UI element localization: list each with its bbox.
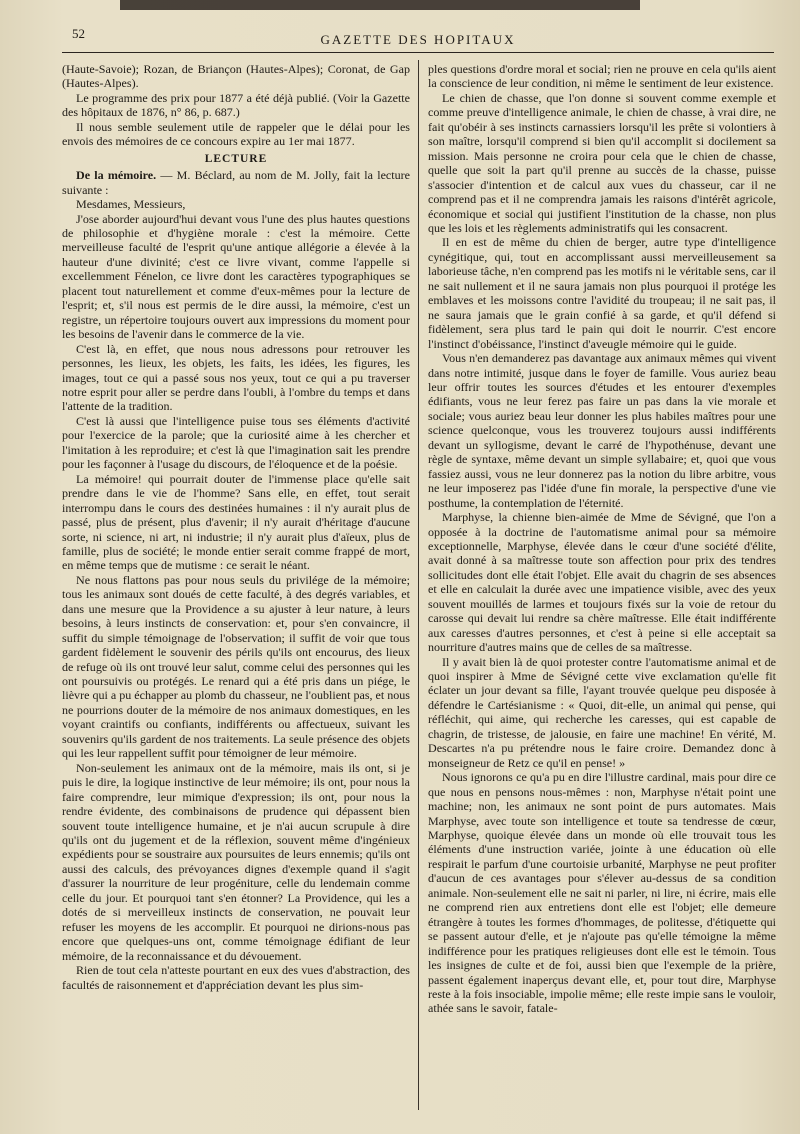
paragraph: Il en est de même du chien de berger, autre type d'intelligence cynégitique, qui, tout en accomplissant aussi merveilleusement sa laborieuse tâche, n'en comprend pas les motifs ni le véritable sens, car il ne sait nullement et il ne saura jamais non plus pourquoi il protége les emblaves et les moissons contre l'avidité du troupeau; il ne sait pas, il ne saura jamais que le grain confié à sa garde, et qu'il défend si fidèlement, sera plus tard le pain qui doit le nourrir. C'est encore l'instinct d'obéissance, l'instinct d'aveugle mémoire qui le guide. xyxy=(428,235,776,351)
paragraph xyxy=(62,168,410,197)
paragraph: C'est là aussi que l'intelligence puise tous ses éléments d'activité pour l'exercice de la parole; que la curiosité aime à les chercher et l'imitation à les reproduire; et c'est là que l'imagination sait les prendre pour les façonner à l'usage du discours, de l'éloquence et de la poésie. xyxy=(62,413,410,472)
paragraph: Le chien de chasse, que l'on donne si souvent comme exemple et comme preuve d'intelligence animale, le chien de chasse, à vrai dire, ne fait qu'obéir à ses instincts carnassiers lorsqu'il les prête si volontiers à son maître, lorsqu'il comprend si bien qu'il accomplit si docilement sa mission. Mais personne ne croira pour cela que le chien de chasse, quelle que soit la part qu'il prenne au succès de la chasse, puisse s'associer d'intention et de calcul aux vues du chasseur, car il ne comprend pas et il ne comprendra jamais les raisons d'intérêt agricole, économique et social qui justifient l'institution de la chasse, non plus que les lois et les règlements administratifs qui les consacrent. xyxy=(428,90,776,235)
paragraph-text: — M. Béclard, au nom de M. Jolly, fait la lecture suivante : xyxy=(62,168,410,197)
page-edge-stain xyxy=(120,0,640,10)
column-divider xyxy=(418,60,419,1110)
page-number: 52 xyxy=(72,26,85,41)
paragraph: Marphyse, la chienne bien-aimée de Mme de Sévigné, que l'on a opposée à la doctrine de l'automatisme animal pour sa mémoire exceptionnelle, Marphyse, élevée dans le cœur d'une société d'élite, avait donné à sa maîtresse toute son affection pour prix des tendres sollicitudes dont elle était l'objet. Elle avait du chagrin de ses absences et elle en calculait la durée avec une impatience visible, avec des yeux souvent mouillés de larmes et toujours fixés sur la voie de retour du carosse qui devait lui rendre sa chère maîtresse. Elle était indifférente aux caresses d'autres personnes, et c'est à peine si elle acceptait sa nourriture d'autres mains que de celles de sa maîtresse. xyxy=(428,510,776,655)
paragraph: Nous ignorons ce qu'a pu en dire l'illustre cardinal, mais pour dire ce que nous en pensons nous-mêmes : non, Marphyse n'était point une machine; non, les animaux ne sont point de purs automates. Mais Marphyse, avec toute son intelligence et toute sa tendresse de cœur, Marphyse, quoique élevée dans un monde où elle trouvait tous les éléments d'une instruction variée, jointe à une éducation où elle respirait le parfum d'une courtoisie urbanité, Marphyse ne peut profiter d'aucun de ces avantages pour s'élever au-dessus de sa condition animale. Non-seulement elle ne sait ni parler, ni lire, ni écrire, mais elle ne comprend rien aux entretiens dont elle est l'objet; elle demeure étrangère à toutes les formes d'hommages, de politesse, d'étiquette qui se passent autour d'elle, et je n'ajoute pas qu'elle témoigne la même indifférence pour les pratiques religieuses dont elle est le témoin. Tous les insignes de culte et de foi, aussi bien que l'exemple de la prière, passent également inaperçus devant elle, et, pour tout dire, Marphyse reste à la fois insociable, impolie même; elle reste impie sans le vouloir, athée sans le savoir, fatale- xyxy=(428,770,776,1016)
header-rule xyxy=(62,52,774,53)
paragraph: Il y avait bien là de quoi protester contre l'automatisme animal et de quoi inspirer à Mme de Sévigné cette vive exclamation qu'elle fit éclater un jour devant sa fille, l'ayant trouvée quelque peu disposée à défendre le Cartésianisme : « Quoi, dit-elle, un animal qui pense, qui réfléchit, qui aime, qui recherche les caresses, qui est capable de chagrin, de tristesse, de jalousie, en faire une machine! En vérité, M. Descartes n'a pu prétendre nous le faire croire. Demandez donc à monseigneur de Retz ce qu'il en pense! » xyxy=(428,654,776,770)
paragraph: Non-seulement les animaux ont de la mémoire, mais ils ont, si je puis le dire, la logique instinctive de leur mémoire; ils ont, pour nous la faire comprendre, leur mimique d'expression; ils ont, pour nous la rendre évidente, des combinaisons de prudence qui dépassent bien souvent toute intelligence humaine, et je n'ai aucun scrupule à dire qu'ils ont du jugement et de la réflexion, souvent même d'ingénieux expédients pour se soustraire aux poursuites de leurs ennemis; qu'ils ont aussi des calculs, des prévoyances dignes d'exemple quand il s'agit d'assurer la nourriture de leur progéniture, celle du lendemain comme celle du jour. Et pourquoi tant s'en étonner? La Providence, qui les a dotés de si merveilleux instincts de conservation, ne pouvait leur refuser les moyens de les accomplir. Et pourquoi ne dirions-nous pas encore que quelques-uns ont, comme témoignage édifiant de leur mémoire, de la reconnaissance et du dévouement. xyxy=(62,760,410,963)
salutation: Mesdames, Messieurs, xyxy=(76,197,186,212)
article-title: De la mémoire. xyxy=(76,168,157,183)
paragraph: Il nous semble seulement utile de rappeler que le délai pour les envois des mémoires de ce concours expire au 1er mai 1877. xyxy=(62,119,410,149)
paragraph: Rien de tout cela n'atteste pourtant en eux des vues d'abstraction, des facultés de raisonnement et d'appréciation devant les plus sim- xyxy=(62,963,410,992)
left-column xyxy=(62,62,410,992)
page-header xyxy=(62,22,774,52)
section-heading: LECTURE xyxy=(204,152,268,165)
paragraph: J'ose aborder aujourd'hui devant vous l'une des plus hautes questions de philosophie et d'hygiène morale : c'est la mémoire. Cette merveilleuse faculté de l'esprit qu'une antique allégorie a élevée à la hauteur d'une divinité; c'est ce livre vivant, comme l'appelle si excellemment Fénelon, ce livre dont les caractères typographiques se placent tout naturellement et comme d'eux-mêmes pour la lecture de l'esprit; et, s'il nous est permis de le dire aussi, la mémoire, c'est un registre, un répertoire toujours ouvert aux impressions du moment pour les besoins de l'avenir dans le commerce de la vie. xyxy=(62,211,410,342)
paragraph: C'est là, en effet, que nous nous adressons pour retrouver les personnes, les lieux, les objets, les faits, les idées, les figures, les images, tout ce qui a passé sous nos yeux, tout ce qui a pu traverser notre esprit pour aller se perdre dans l'oubli, à l'ombre du temps et dans l'attente de la tradition. xyxy=(62,341,410,414)
journal-title: GAZETTE DES HOPITAUX xyxy=(320,32,516,47)
paragraph: Ne nous flattons pas pour nous seuls du privilége de la mémoire; tous les animaux sont doués de cette faculté, à des degrés variables, et dans une mesure que la Providence a su ajuster à leur nature, à leurs besoins, à leurs instincts de conservation: et, pour s'en convaincre, il suffit du simple témoignage de l'observation; il suffit de voir que tous gardent fidèlement le souvenir des périls qu'ils ont encourus, des lieux de refuge où ils ont trouvé leur salut, comme celui des personnes qui les ont poursuivis ou protégés. Le renard qui a été pris dans un piége, le lièvre qui a pu échapper au plomb du chasseur, ne l'oublient pas, et nous ne pourrions douter de la mémoire de nos animaux domestiques, en les voyant craintifs ou confiants, indifférents ou affectueux, suivant les souvenirs qu'ils gardent de nos traitements. La seule présence des objets qui les leur rappellent suffit pour témoigner de leur mémoire. xyxy=(62,572,410,761)
paragraph: ples questions d'ordre moral et social; rien ne prouve en cela qu'ils aient la conscience de leur condition, ni même le sentiment de leur existence. xyxy=(428,62,776,91)
right-column xyxy=(428,62,776,1016)
paragraph: La mémoire! qui pourrait douter de l'immense place qu'elle sait prendre dans le vie de l'homme? Sans elle, en effet, tout serait interrompu dans le cours des destinées humaines : il n'y aurait plus de passé, plus de présent, plus d'avenir; il n'y aurait d'héritage d'aucune sorte, ni science, ni art, ni industrie; il n'y aurait plus d'aïeux, plus de famille, plus de société; le monde entier serait comme frappé de mort, en même temps que de mutisme : ce serait le néant. xyxy=(62,471,410,573)
paragraph: (Haute-Savoie); Rozan, de Briançon (Hautes-Alpes); Coronat, de Gap (Hautes-Alpes). xyxy=(62,62,410,91)
paragraph: Le programme des prix pour 1877 a été déjà publié. (Voir la Gazette des hôpitaux de 1876, n° 86, p. 687.) xyxy=(62,90,410,120)
paragraph: Vous n'en demanderez pas davantage aux animaux mêmes qui vivent dans notre intimité, jusque dans le foyer de famille. Vous auriez beau leur offrir toutes les sources d'études et les entourer d'exemples édifiants, vous ne leur ferez pas faire un pas dans la vie morale et sociale; vous auriez beau leur donner les plus habiles maîtres pour une science quelconque, vous les trouverez toujours aussi indifférents devant un syllogisme, devant le carré de l'hypothénuse, devant une règle de syntaxe, même devant un simple syllabaire; et, quoi que vous fassiez aussi, vous ne leur donnerez pas la notion du libre arbitre, vous ne leur imposerez pas l'idée d'une fin morale, la perspective d'une vie posthume, la contemplation de l'éternité. xyxy=(428,351,776,510)
